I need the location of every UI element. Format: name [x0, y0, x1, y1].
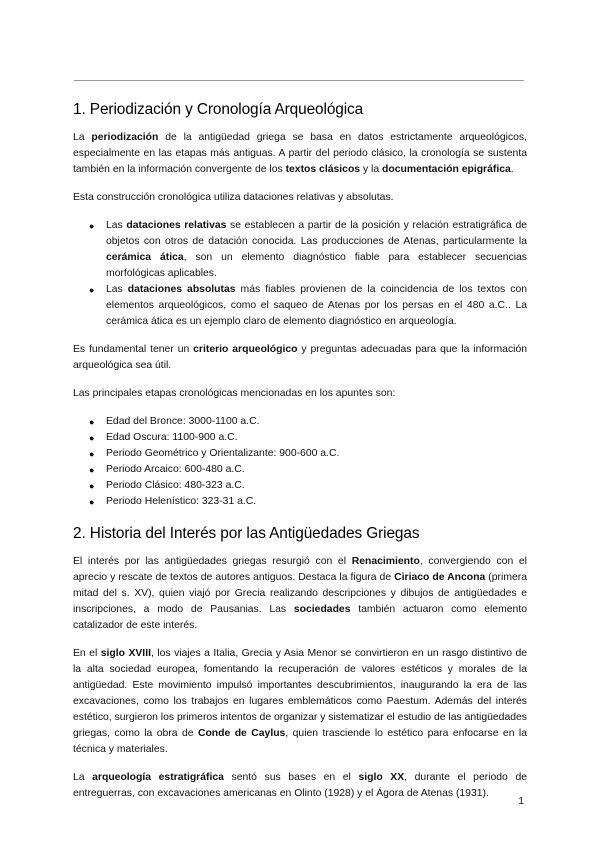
dating-list — [73, 218, 527, 330]
list-item: ● Periodo Helenístico: 323-31 a.C. — [73, 494, 527, 510]
stages-list — [73, 414, 527, 510]
page-number: 1 — [518, 796, 524, 807]
top-divider — [74, 80, 524, 81]
bullet-icon: ● — [89, 481, 95, 491]
section-2-paragraph-3: La arqueología estratigráfica sentó sus bases en el siglo XX, durante el periodo de entreguerras, con excavaciones americanas en Olinto (1928) y el Ágora de Atenas (1931). — [73, 772, 527, 799]
list-item: ● Periodo Clásico: 480-323 a.C. — [73, 478, 527, 494]
list-item: ● Edad del Bronce: 3000-1100 a.C. — [73, 414, 527, 430]
bullet-icon: ● — [89, 285, 95, 295]
section-1-paragraph-2: Esta construcción cronológica utiliza dataciones relativas y absolutas. — [73, 192, 394, 203]
bullet-icon: ● — [89, 449, 95, 459]
list-item: ● Edad Oscura: 1100-900 a.C. — [73, 430, 527, 446]
list-item: ● Las dataciones relativas se establecen a partir de la posición y relación estratigráfica de objetos con otros de datación conocida. Las producciones de Atenas, particularmente la cerámica ática, son un elemento diagnóstico fiable para establecer secuencias morfológicas aplicables. — [89, 220, 527, 279]
bullet-icon: ● — [89, 497, 95, 507]
page-content — [73, 96, 527, 814]
list-item: ● Periodo Geométrico y Orientalizante: 900-600 a.C. — [73, 446, 527, 462]
bullet-icon: ● — [89, 417, 95, 427]
section-1-paragraph-4: Las principales etapas cronológicas mencionadas en los apuntes son: — [73, 388, 396, 399]
section-1-heading: 1. Periodización y Cronología Arqueológica — [73, 101, 364, 118]
bullet-icon: ● — [89, 433, 95, 443]
section-2-paragraph-1: El interés por las antigüedades griegas resurgió con el Renacimiento, convergiendo con el aprecio y rescate de textos de autores antiguos. Destaca la figura de Ciriaco de Ancona (primera mitad del s. XV), quien viajó por Grecia realizando descripciones y dibujos de antigüedades e inscripciones, a modo de Pausanias. Las sociedades también actuaron como elemento catalizador de este interés. — [73, 556, 527, 631]
section-2-paragraph-2: En el siglo XVIII, los viajes a Italia, Grecia y Asia Menor se convirtieron en un rasgo distintivo de la alta sociedad europea, fomentando la recuperación de valores estéticos y morales de la antigüedad. Este movimiento impulsó importantes descubrimientos, inaugurando la era de las excavaciones, como los trabajos en lugares emblemáticos como Paestum. Además del interés estético, surgieron los primeros intentos de organizar y sistematizar el estudio de las antigüedades griegas, como la obra de Conde de Caylus, quien trasciende lo estético para enfocarse en la técnica y materiales. — [73, 648, 527, 755]
section-1-paragraph-3: Es fundamental tener un criterio arqueológico y preguntas adecuadas para que la información arqueológica sea útil. — [73, 344, 528, 371]
list-item: ● Periodo Arcaico: 600-480 a.C. — [73, 462, 527, 478]
list-item: ● Las dataciones absolutas más fiables provienen de la coincidencia de los textos con elementos arqueológicos, como el saqueo de Atenas por los persas en el 480 a.C.. La cerámica ática es un ejemplo claro de elemento diagnóstico en arqueología. — [89, 284, 527, 327]
section-1-paragraph-1: La periodización de la antigüedad griega se basa en datos estrictamente arqueológicos, especialmente en las etapas más antiguas. A partir del periodo clásico, la cronología se sustenta también en la información convergente de los textos clásicos y la documentación epigráfica. — [73, 132, 527, 175]
bullet-icon: ● — [89, 465, 95, 475]
bullet-icon: ● — [89, 221, 95, 231]
section-2-heading: 2. Historia del Interés por las Antigüedades Griegas — [73, 525, 420, 542]
